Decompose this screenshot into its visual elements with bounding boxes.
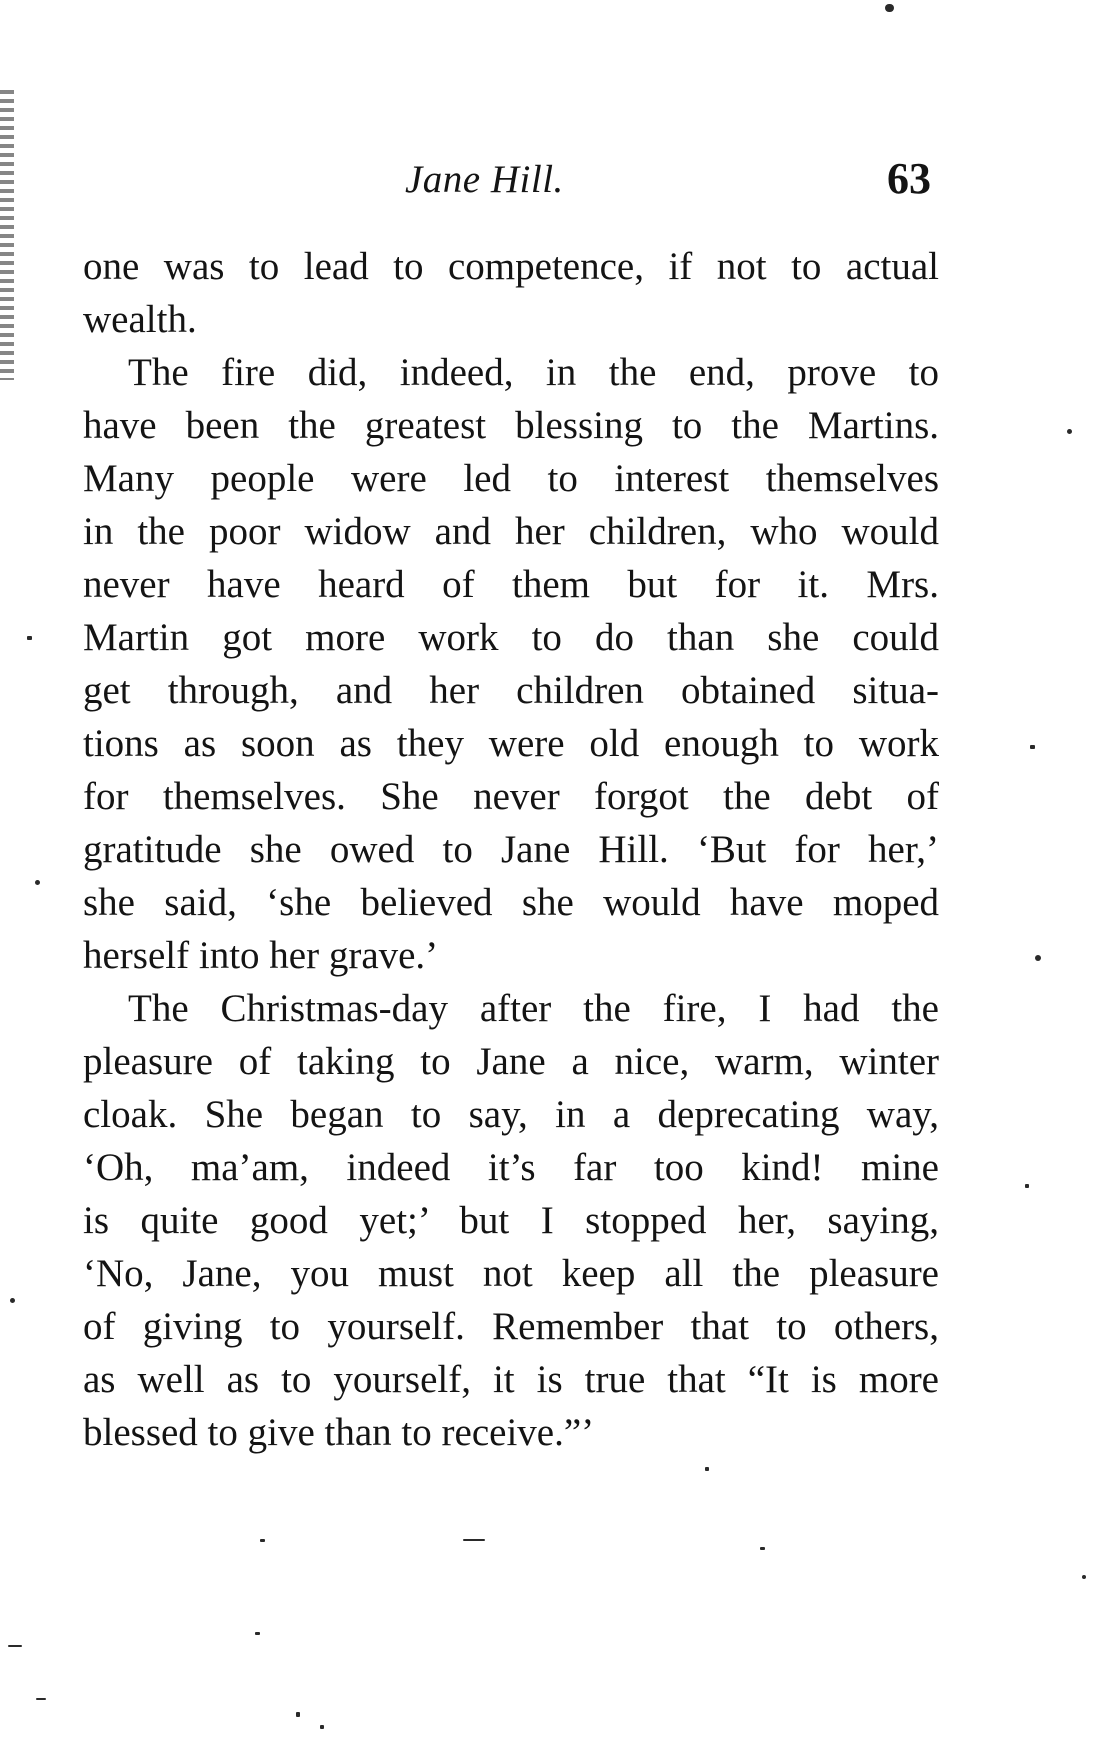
scan-speck bbox=[1082, 1575, 1086, 1579]
scan-speck bbox=[885, 4, 894, 12]
text-line: ‘No, Jane, you must not keep all the pleasure bbox=[83, 1252, 939, 1295]
text-line: is quite good yet;’ but I stopped her, saying, bbox=[83, 1199, 939, 1242]
scan-speck bbox=[10, 1298, 15, 1303]
scan-speck bbox=[35, 880, 40, 885]
scan-speck bbox=[1025, 1184, 1029, 1188]
scan-speck bbox=[260, 1539, 265, 1542]
scan-speck bbox=[1035, 955, 1041, 961]
text-line: as well as to yourself, it is true that “It is more bbox=[83, 1358, 939, 1401]
running-title: Jane Hill. bbox=[405, 158, 564, 201]
text-line: cloak. She began to say, in a deprecating way, bbox=[83, 1093, 939, 1136]
text-line: never have heard of them but for it. Mrs. bbox=[83, 563, 939, 606]
scan-speck bbox=[320, 1725, 324, 1729]
scan-speck bbox=[760, 1547, 765, 1550]
scan-speck bbox=[36, 1698, 46, 1700]
text-line: gratitude she owed to Jane Hill. ‘But for her,’ bbox=[83, 828, 939, 871]
text-line: she said, ‘she believed she would have moped bbox=[83, 881, 939, 924]
text-line: one was to lead to competence, if not to actual bbox=[83, 245, 939, 288]
text-line: blessed to give than to receive.”’ bbox=[83, 1411, 595, 1454]
scan-speck bbox=[255, 1632, 260, 1635]
scan-speck bbox=[27, 636, 32, 640]
body-text bbox=[83, 240, 939, 1459]
text-line: The Christmas-day after the fire, I had the bbox=[128, 987, 939, 1030]
text-line: tions as soon as they were old enough to work bbox=[83, 722, 939, 765]
text-line: ‘Oh, ma’am, indeed it’s far too kind! mine bbox=[83, 1146, 939, 1189]
text-line: pleasure of taking to Jane a nice, warm, winter bbox=[83, 1040, 939, 1083]
text-line: wealth. bbox=[83, 298, 197, 341]
scan-speck bbox=[705, 1467, 709, 1471]
text-line: get through, and her children obtained situa- bbox=[83, 669, 939, 712]
scan-speck bbox=[1067, 429, 1072, 434]
text-line: Many people were led to interest themselves bbox=[83, 457, 939, 500]
text-line: have been the greatest blessing to the Martins. bbox=[83, 404, 939, 447]
scan-speck bbox=[8, 1645, 22, 1647]
text-line: Martin got more work to do than she could bbox=[83, 616, 939, 659]
binding-edge-shadow bbox=[0, 90, 14, 380]
text-line: for themselves. She never forgot the debt of bbox=[83, 775, 939, 818]
scan-speck bbox=[296, 1712, 300, 1717]
text-line: of giving to yourself. Remember that to others, bbox=[83, 1305, 939, 1348]
text-line: herself into her grave.’ bbox=[83, 934, 439, 977]
text-line: The fire did, indeed, in the end, prove to bbox=[128, 351, 939, 394]
page-number: 63 bbox=[887, 154, 931, 203]
text-line: in the poor widow and her children, who would bbox=[83, 510, 939, 553]
running-head bbox=[0, 150, 1107, 210]
scan-speck bbox=[463, 1539, 485, 1541]
scan-speck bbox=[1030, 745, 1035, 749]
